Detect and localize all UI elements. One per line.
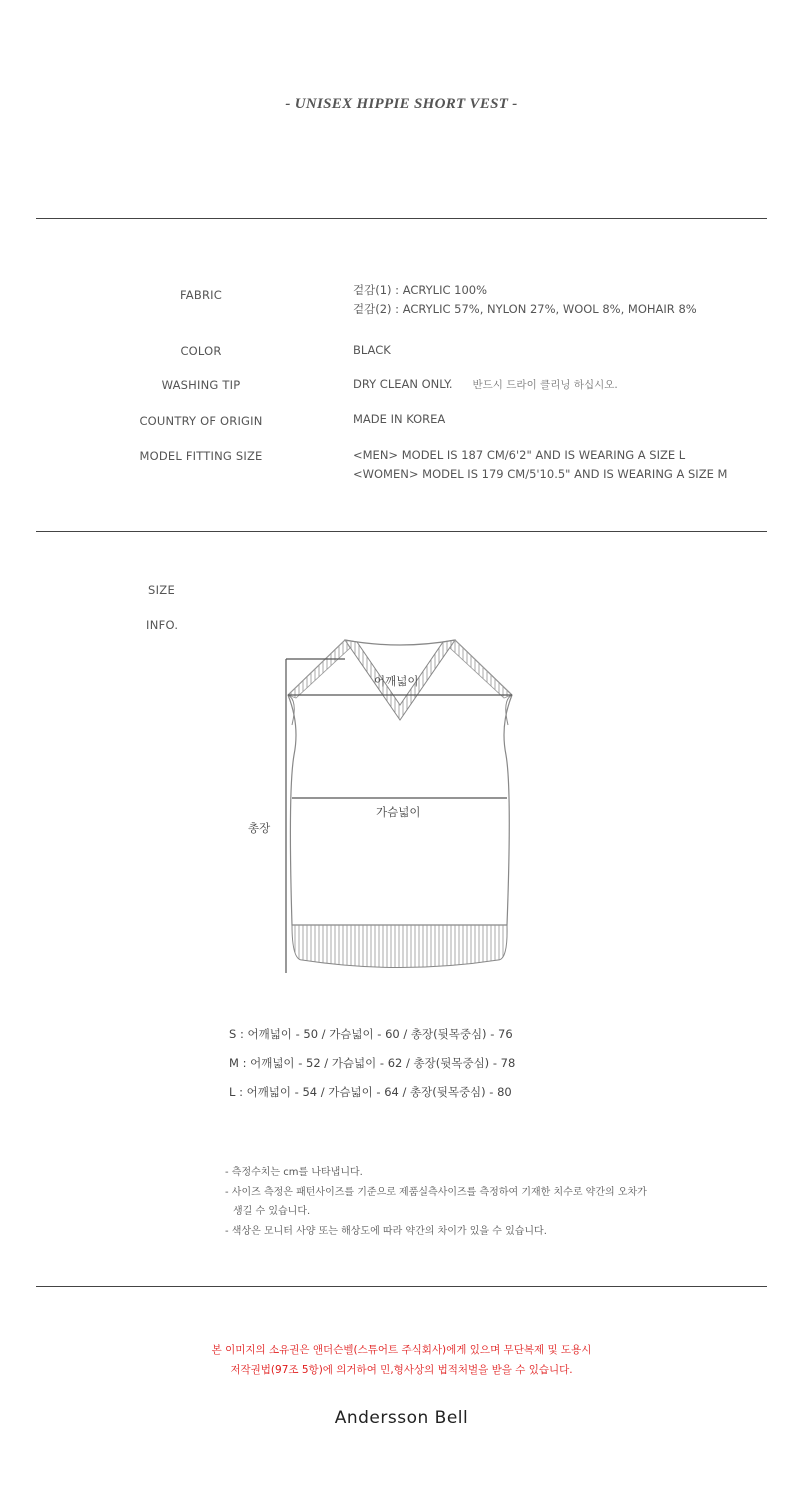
- fabric-line-1: 겉감(1) : ACRYLIC 100%: [353, 283, 488, 297]
- measurement-notes: [225, 1163, 647, 1241]
- size-row-s: S : 어깨넓이 - 50 / 가슴넓이 - 60 / 총장(뒷목중심) - 76: [229, 1027, 513, 1041]
- color-value: BLACK: [353, 343, 391, 357]
- size-info-label-2: INFO.: [146, 618, 179, 632]
- product-title: - UNISEX HIPPIE SHORT VEST -: [285, 96, 518, 112]
- divider-top: [36, 218, 767, 219]
- model-men: <MEN> MODEL IS 187 CM/6'2" AND IS WEARING A SIZE L: [353, 448, 686, 462]
- copyright-notice: [0, 1340, 803, 1380]
- total-length-label: 총장: [248, 821, 271, 835]
- origin-value: MADE IN KOREA: [353, 412, 446, 426]
- note-measurement-cont: 생길 수 있습니다.: [233, 1206, 311, 1217]
- note-measurement: - 사이즈 측정은 패턴사이즈를 기준으로 제품실측사이즈를 측정하여 기재한 치수로 약간의 오차가: [225, 1186, 647, 1198]
- size-info-label-1: SIZE: [148, 583, 176, 597]
- model-fitting-value: [353, 446, 727, 484]
- color-label: COLOR: [180, 344, 222, 358]
- washing-note: 반드시 드라이 클리닝 하십시오.: [472, 379, 618, 391]
- note-color: - 색상은 모니터 사양 또는 해상도에 따라 약간의 차이가 있을 수 있습니다.: [225, 1225, 547, 1237]
- shoulder-width-label: 어깨넓이: [374, 674, 419, 688]
- vest-size-diagram: [230, 630, 550, 990]
- fabric-line-2: 겉감(2) : ACRYLIC 57%, NYLON 27%, WOOL 8%, MOHAIR 8%: [353, 302, 697, 316]
- fabric-label: FABRIC: [180, 288, 222, 302]
- copyright-line-2: 저작권법(97조 5항)에 의거하여 민,형사상의 법적처벌을 받을 수 있습니다.: [230, 1364, 573, 1376]
- washing-value: [353, 375, 618, 395]
- size-row-m: M : 어깨넓이 - 52 / 가슴넓이 - 62 / 총장(뒷목중심) - 78: [229, 1056, 516, 1070]
- brand-logo: Andersson Bell: [334, 1408, 469, 1428]
- divider-middle: [36, 531, 767, 532]
- note-unit: - 측정수치는 cm를 나타냅니다.: [225, 1167, 363, 1178]
- model-fitting-label: MODEL FITTING SIZE: [139, 449, 263, 463]
- chest-width-label: 가슴넓이: [376, 805, 421, 819]
- size-row-l: L : 어깨넓이 - 54 / 가슴넓이 - 64 / 총장(뒷목중심) - 80: [229, 1085, 512, 1099]
- origin-label: COUNTRY OF ORIGIN: [139, 414, 263, 428]
- copyright-line-1: 본 이미지의 소유권은 앤더슨벨(스튜어트 주식회사)에게 있으며 무단복제 및 도용시: [211, 1344, 592, 1356]
- washing-text: DRY CLEAN ONLY.: [353, 377, 453, 391]
- divider-bottom: [36, 1286, 767, 1287]
- washing-label: WASHING TIP: [161, 378, 241, 392]
- model-women: <WOMEN> MODEL IS 179 CM/5'10.5" AND IS WEARING A SIZE M: [353, 467, 728, 481]
- fabric-value: [353, 281, 697, 319]
- hem-rib: [292, 925, 507, 968]
